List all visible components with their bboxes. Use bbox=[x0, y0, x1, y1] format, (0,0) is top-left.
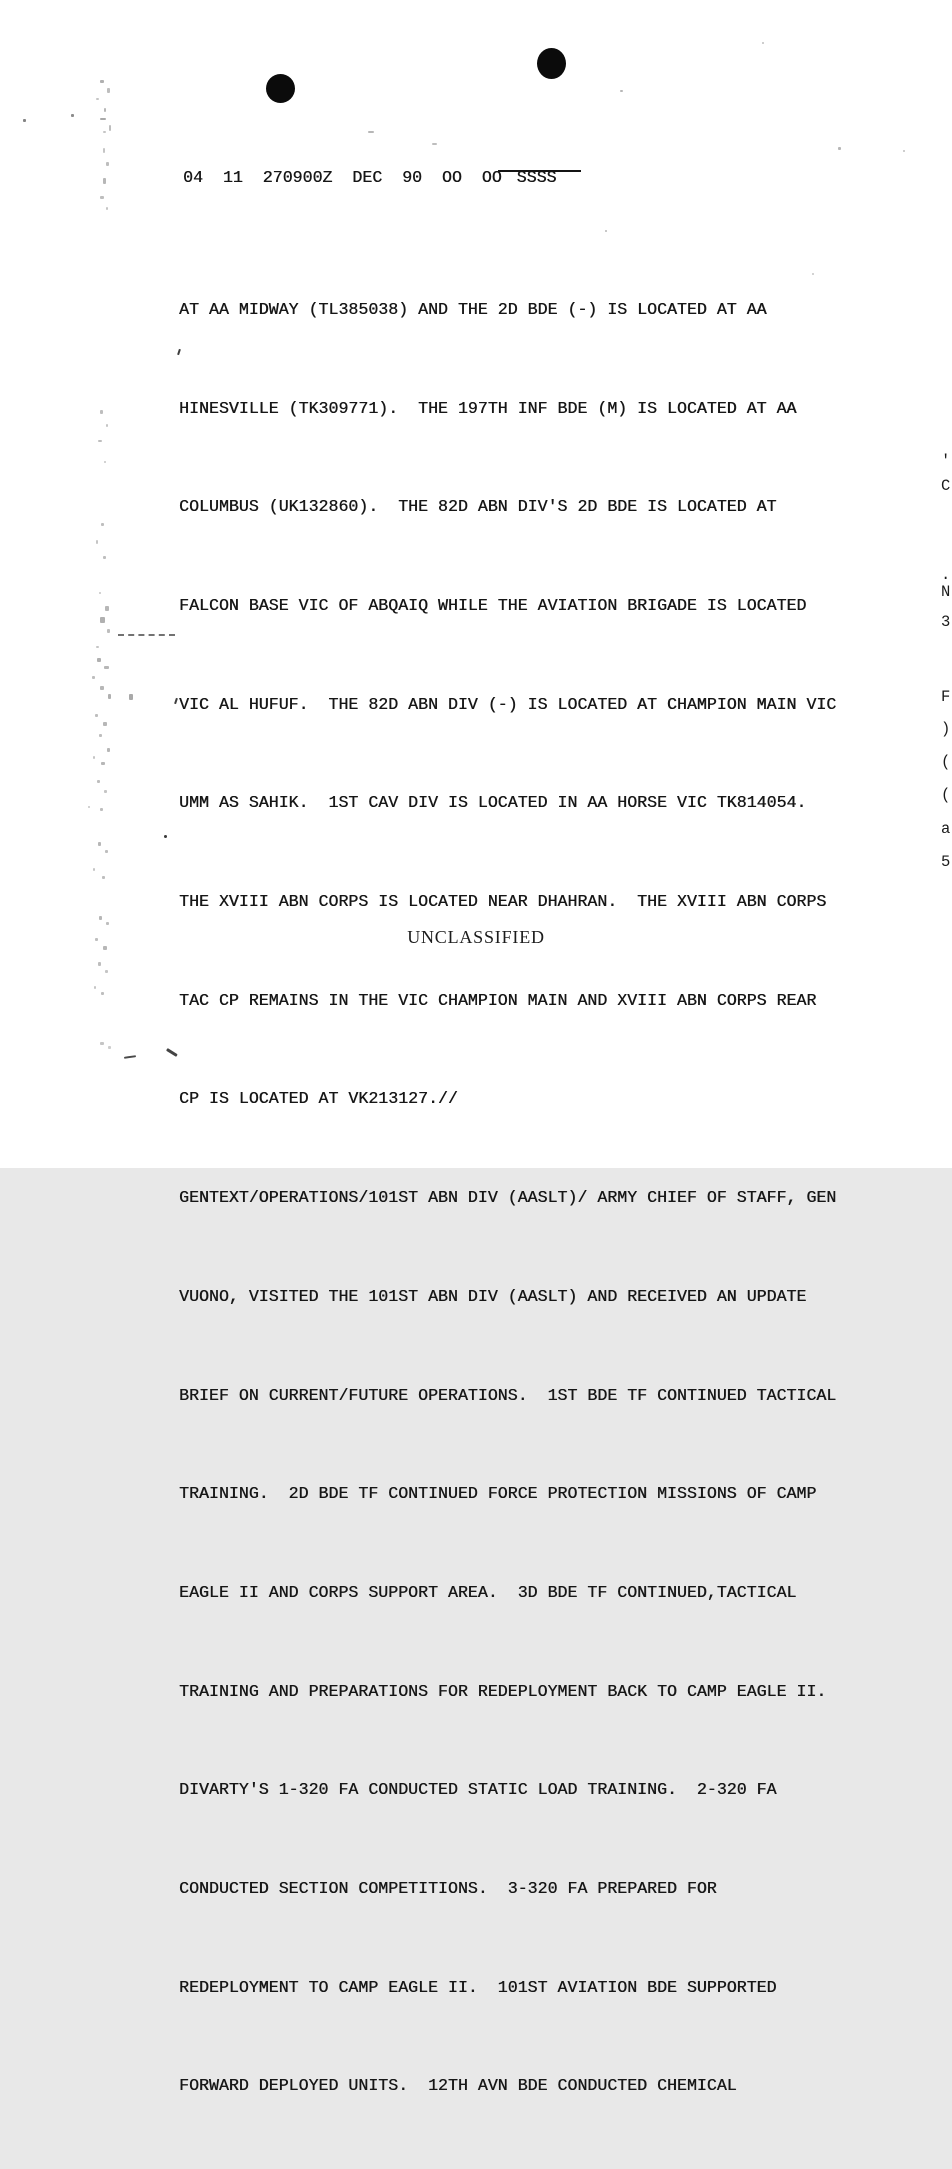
scan-speck bbox=[105, 606, 109, 611]
scan-speck bbox=[106, 207, 108, 210]
punch-hole-dot bbox=[266, 74, 295, 103]
scan-speck bbox=[100, 808, 103, 811]
scan-speck bbox=[100, 80, 104, 83]
document-line: CONDUCTED SECTION COMPETITIONS. 3-320 FA PREPARED FOR bbox=[179, 1879, 717, 1899]
bottom-pen-stroke bbox=[124, 1055, 136, 1059]
document-line: BRIEF ON CURRENT/FUTURE OPERATIONS. 1ST BDE TF CONTINUED TACTICAL bbox=[179, 1385, 837, 1405]
document-line: FALCON BASE VIC OF ABQAIQ WHILE THE AVIATION BRIGADE IS LOCATED bbox=[179, 595, 807, 615]
scan-speck bbox=[100, 686, 104, 690]
scan-speck bbox=[101, 992, 104, 995]
scan-speck bbox=[93, 868, 95, 871]
document-line: DIVARTY'S 1-320 FA CONDUCTED STATIC LOAD TRAINING. 2-320 FA bbox=[179, 1780, 777, 1800]
scan-speck bbox=[105, 850, 108, 853]
scan-speck bbox=[812, 273, 814, 275]
scan-speck bbox=[100, 617, 105, 623]
scan-speck bbox=[99, 734, 102, 737]
scan-speck bbox=[99, 592, 101, 594]
punch-hole-dot bbox=[537, 48, 566, 79]
document-line: VIC AL HUFUF. THE 82D ABN DIV (-) IS LOCATED AT CHAMPION MAIN VIC bbox=[179, 694, 837, 714]
scan-speck bbox=[96, 98, 99, 100]
edge-clipped-glyph: a bbox=[941, 820, 951, 838]
scan-speck bbox=[102, 876, 105, 879]
scan-speck bbox=[103, 131, 106, 133]
scan-speck bbox=[129, 694, 133, 700]
scan-speck bbox=[108, 694, 111, 699]
scan-speck bbox=[103, 946, 107, 950]
scan-speck bbox=[103, 178, 106, 184]
stray-tick-mark bbox=[174, 698, 178, 704]
scan-speck bbox=[88, 806, 90, 808]
scan-speck bbox=[98, 962, 101, 966]
scan-speck bbox=[368, 131, 374, 133]
scan-speck bbox=[109, 125, 111, 131]
stray-dot-mark bbox=[164, 835, 167, 838]
scan-speck bbox=[99, 916, 102, 920]
edge-clipped-glyph: ( bbox=[941, 753, 951, 771]
document-line: FORWARD DEPLOYED UNITS. 12TH AVN BDE CONDUCTED CHEMICAL bbox=[179, 2076, 737, 2096]
scan-speck bbox=[101, 523, 104, 526]
scan-speck bbox=[103, 722, 107, 726]
scan-speck bbox=[97, 780, 100, 783]
scan-speck bbox=[762, 42, 764, 44]
scan-speck bbox=[108, 1046, 111, 1049]
edge-clipped-glyph: N bbox=[941, 583, 951, 601]
edge-clipped-glyph: ( bbox=[941, 786, 951, 804]
scan-speck bbox=[106, 162, 109, 166]
edge-clipped-glyph: ' bbox=[941, 452, 951, 470]
document-body bbox=[179, 228, 836, 2169]
scan-speck bbox=[103, 148, 105, 153]
header-datetime-group: 04 11 270900Z DEC 90 OO OO bbox=[183, 168, 502, 187]
edge-clipped-glyph: . bbox=[941, 566, 951, 584]
strikethrough-mark: SSSS bbox=[517, 161, 557, 194]
scan-speck bbox=[95, 938, 98, 941]
scan-speck bbox=[106, 922, 109, 925]
scan-speck bbox=[104, 461, 106, 463]
scan-speck bbox=[605, 230, 607, 232]
scan-speck bbox=[107, 88, 110, 93]
scan-speck bbox=[96, 540, 98, 544]
scan-speck bbox=[23, 119, 26, 122]
scan-speck bbox=[98, 440, 102, 442]
scan-speck bbox=[98, 842, 101, 846]
scan-speck bbox=[100, 410, 103, 414]
document-line: GENTEXT/OPERATIONS/101ST ABN DIV (AASLT)/ ARMY CHIEF OF STAFF, GEN bbox=[179, 1188, 837, 1208]
bottom-pen-stroke bbox=[166, 1048, 178, 1056]
document-line: EAGLE II AND CORPS SUPPORT AREA. 3D BDE TF CONTINUED,TACTICAL bbox=[179, 1582, 797, 1602]
scan-speck bbox=[432, 143, 437, 145]
scan-speck bbox=[94, 986, 96, 989]
document-line: CP IS LOCATED AT VK213127.// bbox=[179, 1089, 458, 1109]
scan-speck bbox=[105, 970, 108, 973]
scan-speck bbox=[95, 714, 98, 717]
edge-clipped-glyph: ) bbox=[941, 720, 951, 738]
document-line: UMM AS SAHIK. 1ST CAV DIV IS LOCATED IN AA HORSE VIC TK814054. bbox=[179, 793, 807, 813]
document-line: TRAINING AND PREPARATIONS FOR REDEPLOYMENT BACK TO CAMP EAGLE II. bbox=[179, 1681, 827, 1701]
edge-clipped-glyph: 5 bbox=[941, 853, 951, 871]
document-line: COLUMBUS (UK132860). THE 82D ABN DIV'S 2D BDE IS LOCATED AT bbox=[179, 497, 777, 517]
scan-speck bbox=[106, 424, 108, 427]
document-line: VUONO, VISITED THE 101ST ABN DIV (AASLT) AND RECEIVED AN UPDATE bbox=[179, 1286, 807, 1306]
scan-speck bbox=[100, 118, 106, 120]
scan-speck bbox=[96, 646, 99, 648]
scan-speck bbox=[103, 556, 106, 559]
scan-speck bbox=[100, 1042, 104, 1045]
edge-clipped-glyph: 3 bbox=[941, 613, 951, 631]
scan-speck bbox=[101, 762, 105, 765]
scan-speck bbox=[903, 150, 905, 152]
message-header-line bbox=[183, 161, 557, 194]
scan-speck bbox=[92, 676, 95, 679]
scan-speck bbox=[100, 196, 104, 199]
document-line: REDEPLOYMENT TO CAMP EAGLE II. 101ST AVIATION BDE SUPPORTED bbox=[179, 1977, 777, 1997]
edge-clipped-glyph: C bbox=[941, 477, 951, 495]
scan-speck bbox=[97, 658, 101, 662]
scan-speck bbox=[107, 748, 110, 752]
document-line: HINESVILLE (TK309771). THE 197TH INF BDE (M) IS LOCATED AT AA bbox=[179, 398, 797, 418]
document-line: THE XVIII ABN CORPS IS LOCATED NEAR DHAHRAN. THE XVIII ABN CORPS bbox=[179, 892, 827, 912]
document-line: TRAINING. 2D BDE TF CONTINUED FORCE PROTECTION MISSIONS OF CAMP bbox=[179, 1484, 817, 1504]
margin-pen-mark bbox=[118, 634, 175, 636]
edge-clipped-glyph: F bbox=[941, 688, 951, 706]
scan-speck bbox=[107, 629, 110, 633]
scan-speck bbox=[838, 147, 841, 150]
document-line: AT AA MIDWAY (TL385038) AND THE 2D BDE (-) IS LOCATED AT AA bbox=[179, 299, 767, 319]
scan-speck bbox=[104, 108, 106, 112]
document-line: TAC CP REMAINS IN THE VIC CHAMPION MAIN AND XVIII ABN CORPS REAR bbox=[179, 990, 817, 1010]
scan-speck bbox=[93, 756, 95, 759]
scan-speck bbox=[104, 790, 107, 793]
classification-marking: UNCLASSIFIED bbox=[407, 927, 545, 947]
scan-speck bbox=[620, 90, 623, 92]
scan-speck bbox=[104, 666, 109, 669]
scan-speck bbox=[71, 114, 74, 117]
